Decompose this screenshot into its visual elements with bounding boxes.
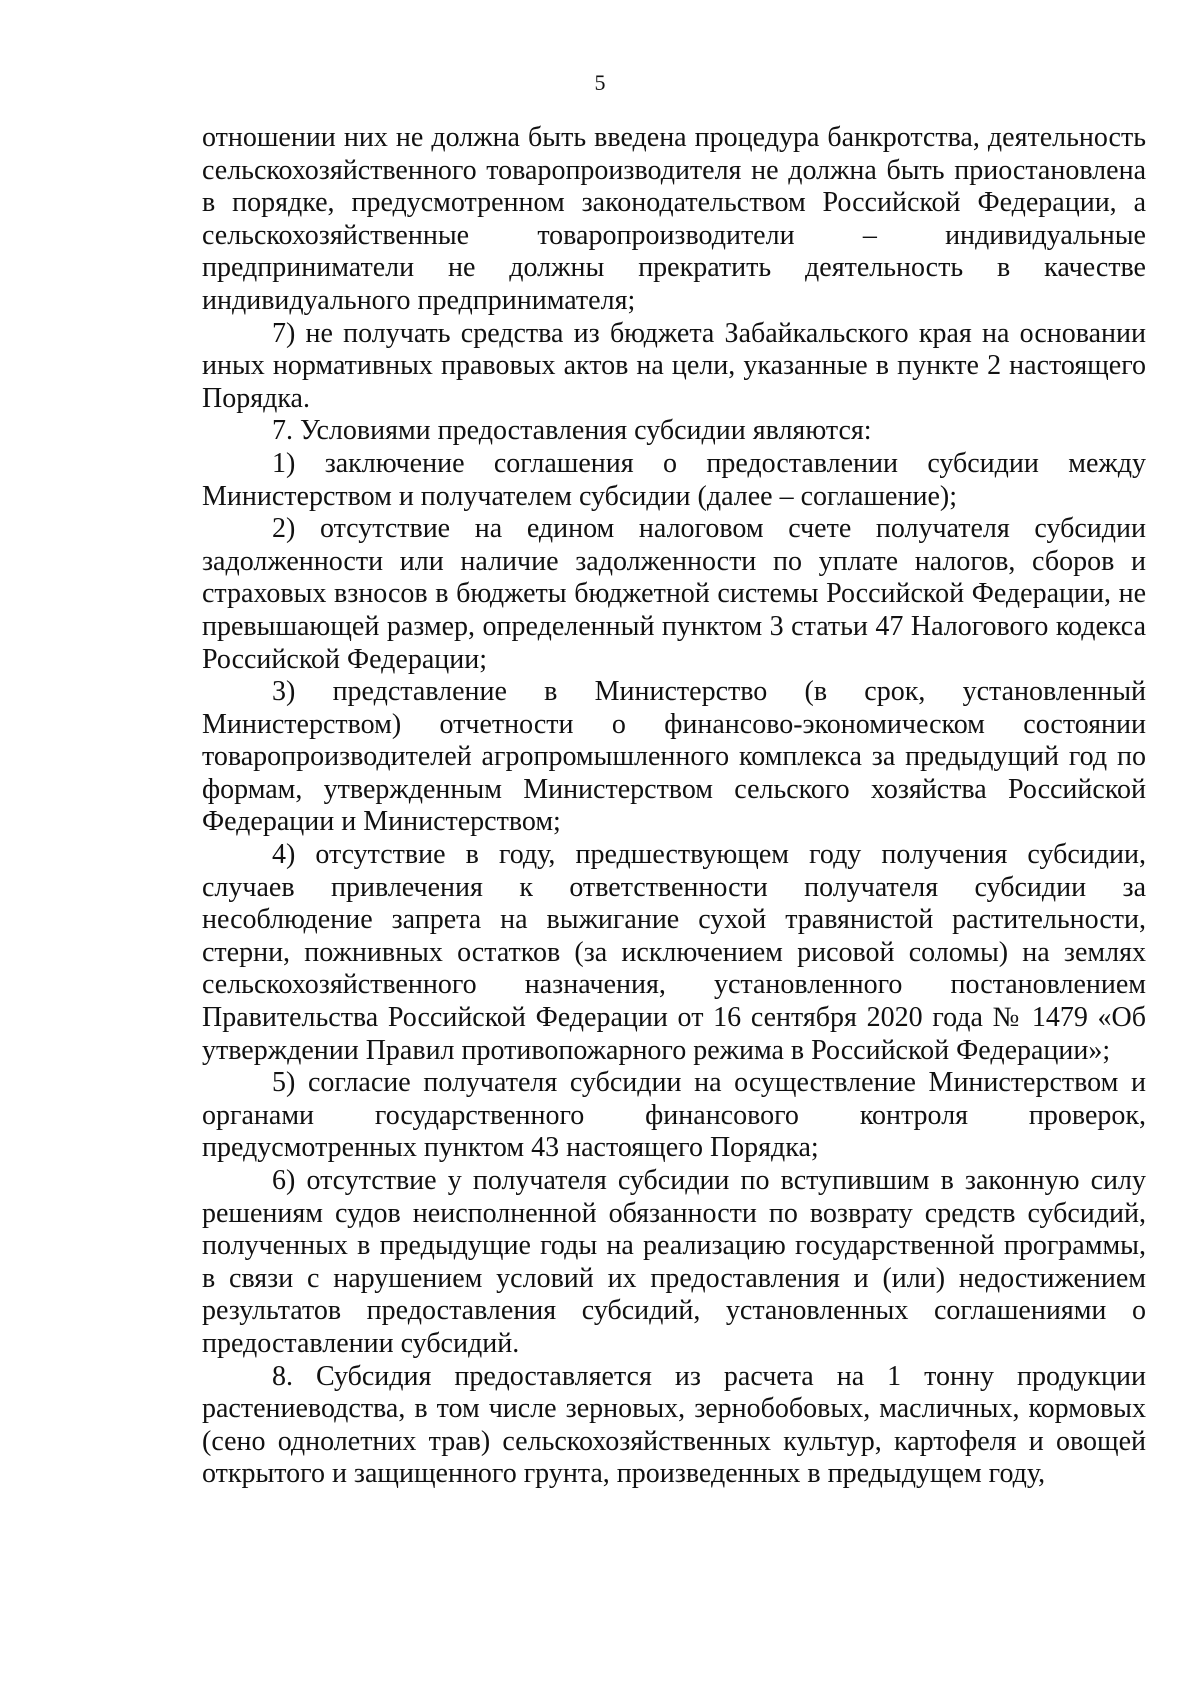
paragraph-section-7-heading: 7. Условиями предоставления субсидии являются:	[272, 415, 872, 447]
paragraph-condition-6: 6) отсутствие у получателя субсидии по вступившим в законную силу решениям судов неисполненной обязанности по возврату средств субсидий, полученных в предыдущие годы на реализацию государственной программы, в связи с нарушением условий их предоставления и (или) недостижением результатов предоставления субсидий, установленных соглашениями о предоставлении субсидий.	[202, 1165, 1146, 1359]
paragraph-section-8: 8. Субсидия предоставляется из расчета на 1 тонну продукции растениеводства, в том числе зерновых, зернобобовых, масличных, кормовых (сено однолетних трав) сельскохозяйственных культур, картофеля и овощей открытого и защищенного грунта, произведенных в предыдущем году,	[202, 1360, 1146, 1490]
paragraph-condition-5: 5) согласие получателя субсидии на осуществление Министерством и органами государственного финансового контроля проверок, предусмотренных пунктом 43 настоящего Порядка;	[202, 1067, 1146, 1164]
paragraph-condition-4: 4) отсутствие в году, предшествующем году получения субсидии, случаев привлечения к ответственности получателя субсидии за несоблюдение запрета на выжигание сухой травянистой растительности, стерни, пожнивных остатков (за исключением рисовой соломы) на землях сельскохозяйственного назначения, установленного постановлением Правительства Российской Федерации от 16 сентября 2020 года № 1479 «Об утверждении Правил противопожарного режима в Российской Федерации»;	[202, 839, 1146, 1066]
paragraph-condition-3: 3) представление в Министерство (в срок, установленный Министерством) отчетности о финансово-экономическом состоянии товаропроизводителей агропромышленного комплекса за предыдущий год по формам, утвержденным Министерством сельского хозяйства Российской Федерации и Министерством;	[202, 676, 1146, 838]
paragraph-condition-2: 2) отсутствие на едином налоговом счете получателя субсидии задолженности или наличие задолженности по уплате налогов, сборов и страховых взносов в бюджеты бюджетной системы Российской Федерации, не превышающей размер, определенный пунктом 3 статьи 47 Налогового кодекса Российской Федерации;	[202, 513, 1146, 675]
page-number: 5	[594, 70, 606, 95]
paragraph-condition-1: 1) заключение соглашения о предоставлении субсидии между Министерством и получателем субсидии (далее – соглашение);	[202, 447, 1146, 512]
document-body	[202, 122, 1146, 1491]
paragraph-item-7-not-receive-funds: 7) не получать средства из бюджета Забайкальского края на основании иных нормативных правовых актов на цели, указанные в пункте 2 настоящего Порядка.	[202, 317, 1146, 414]
paragraph-continuation: отношении них не должна быть введена процедура банкротства, деятельность сельскохозяйственного товаропроизводителя не должна быть приостановлена в порядке, предусмотренном законодательством Российской Федерации, а сельскохозяйственные товаропроизводители – индивидуальные предприниматели не должны прекратить деятельность в качестве индивидуального предпринимателя;	[202, 122, 1146, 316]
